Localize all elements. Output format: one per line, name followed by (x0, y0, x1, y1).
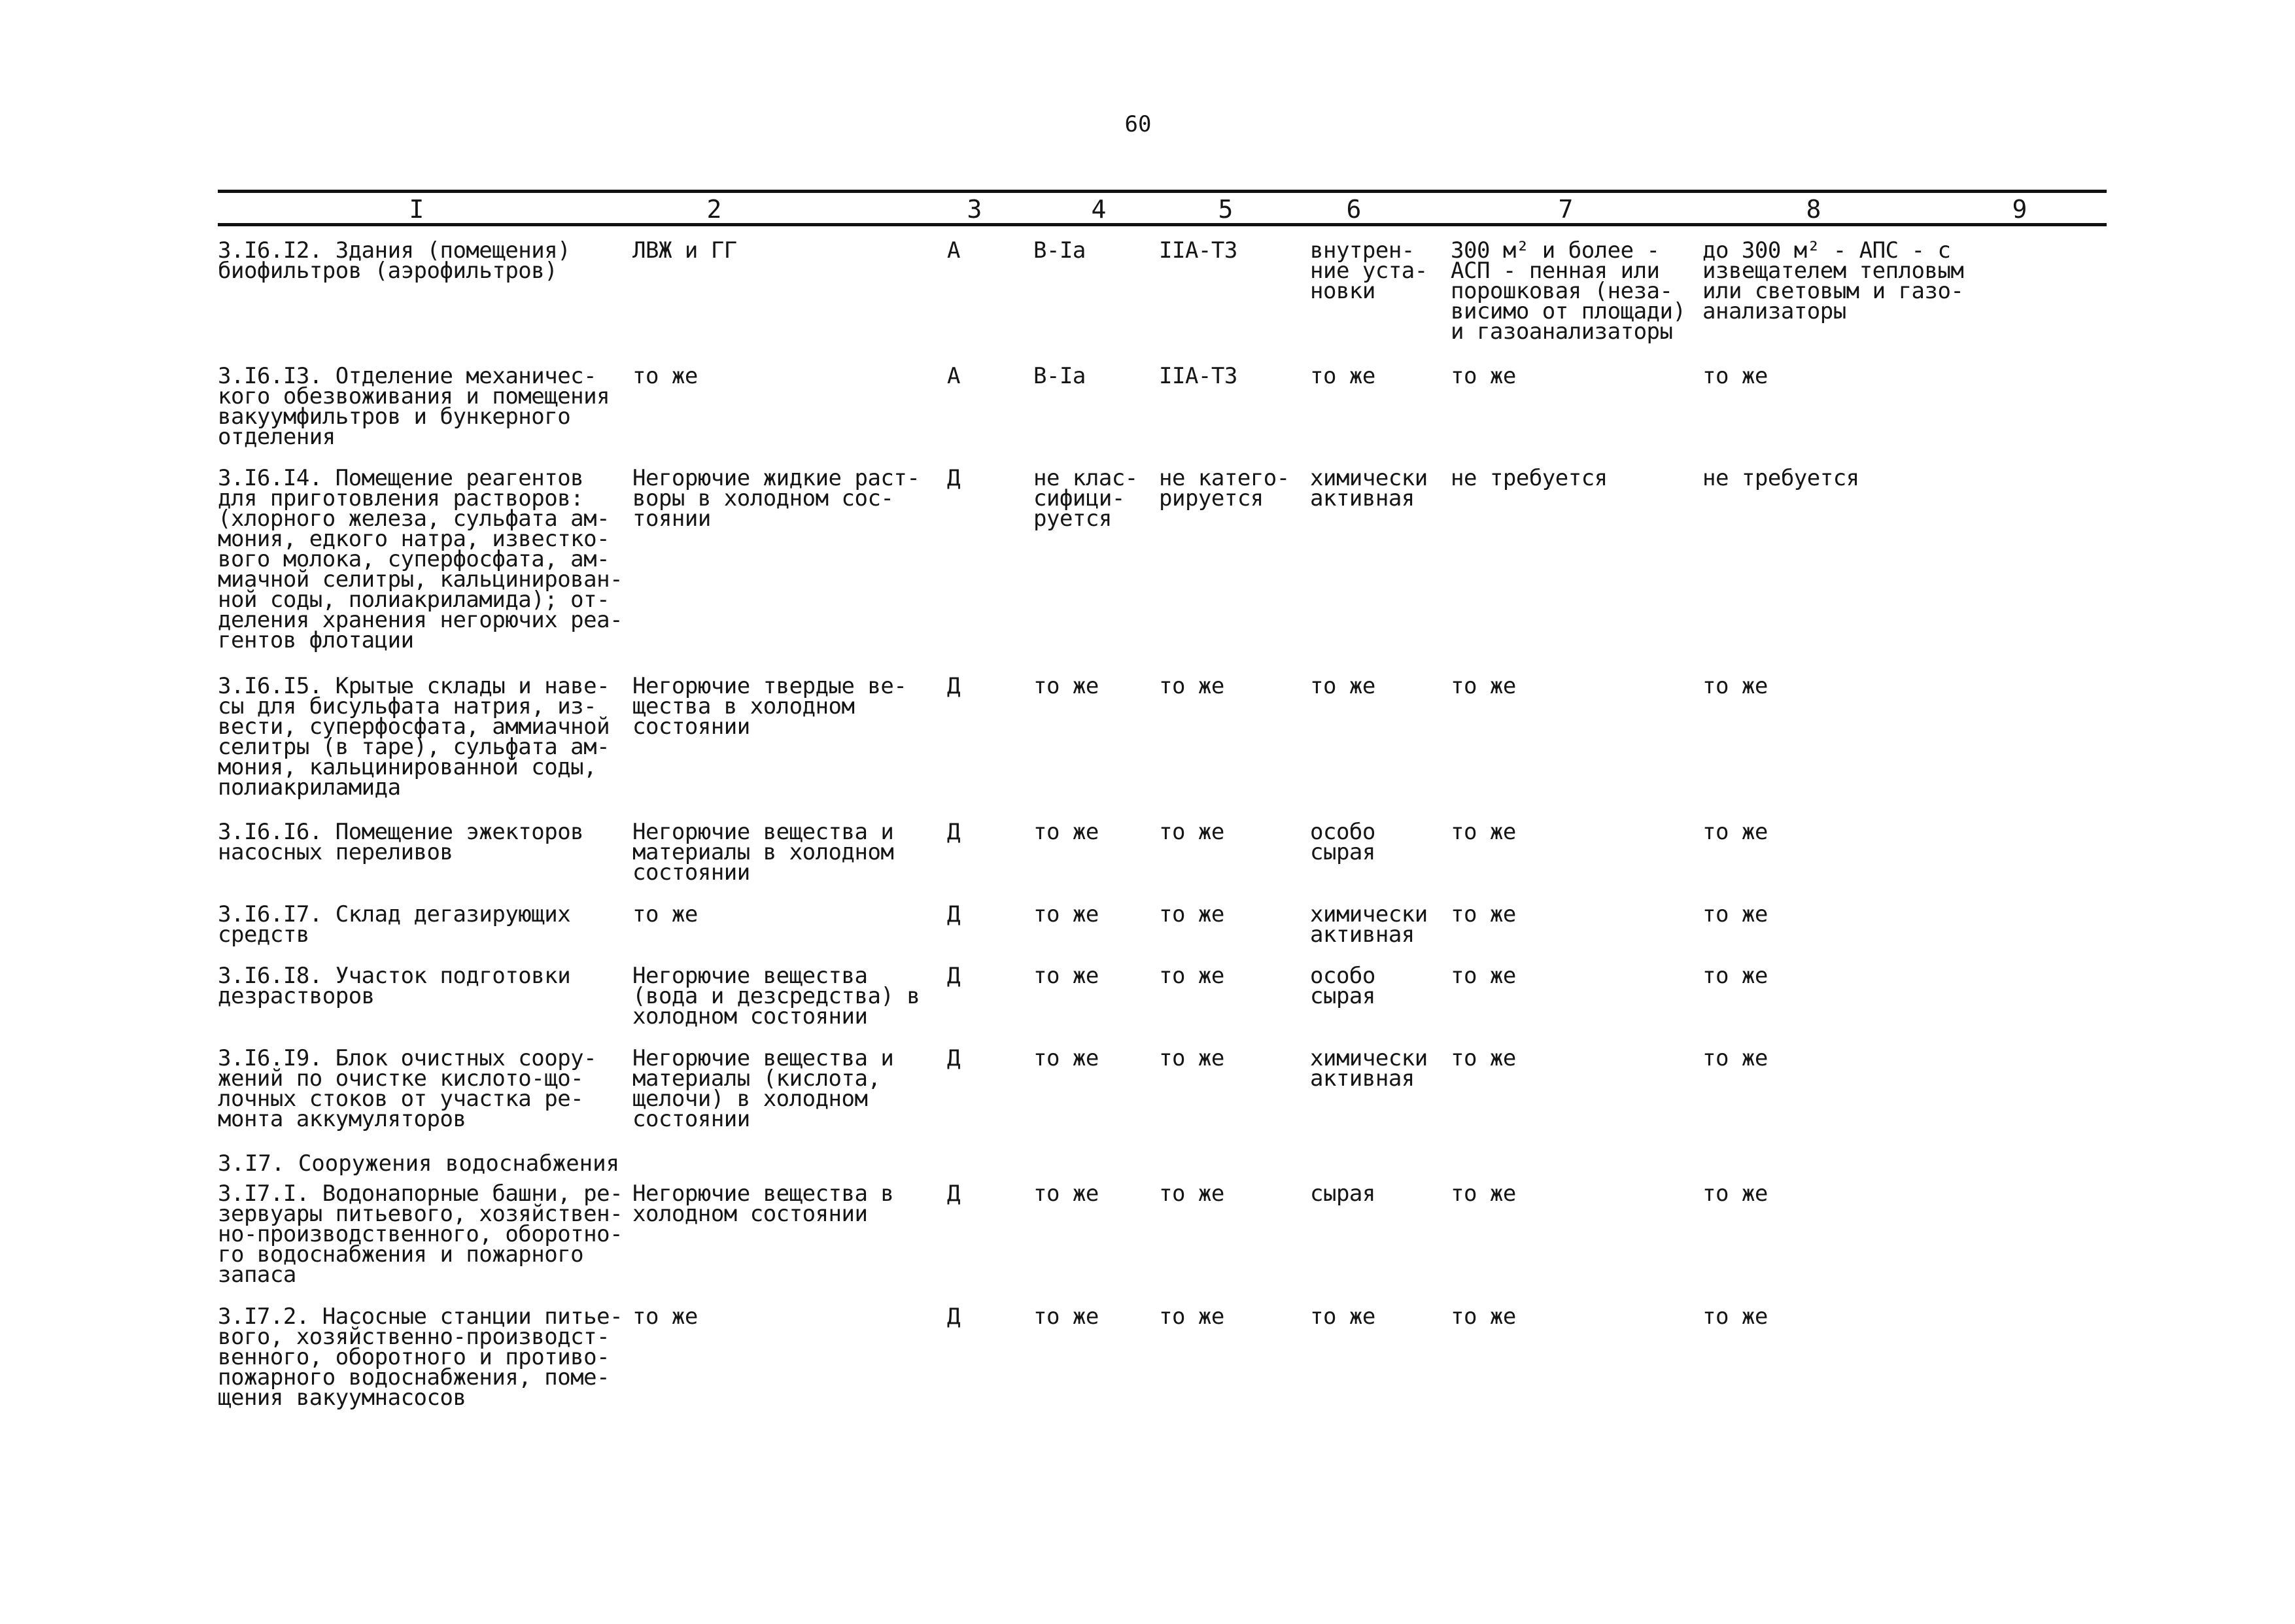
cell-premises: 3.I6.I6. Помещение эжекторов насосных переливов (218, 819, 584, 865)
cell-environment: особо сырая (1310, 819, 1375, 865)
cell-explosion-group: IIА-Т3 (1159, 363, 1237, 389)
cell-category: А (947, 363, 960, 389)
cell-category: Д (947, 963, 960, 989)
cell-environment: химически активная (1310, 901, 1428, 948)
cell-substance: Негорючие вещества и материалы в холодном состоянии (632, 819, 894, 886)
cell-substance: то же (632, 363, 698, 389)
cell-premises: 3.I7.I. Водонапорные башни, ре- зервуары питьевого, хозяйствен- но-производственного, оборотно- го водоснабжения и пожарного запаса (218, 1181, 623, 1288)
table-top-rule (218, 190, 2107, 193)
column-header-6: 6 (1346, 195, 1362, 224)
cell-category: Д (947, 465, 960, 491)
cell-category: Д (947, 1181, 960, 1207)
cell-environment: то же (1310, 673, 1375, 699)
cell-col7: 300 м² и более - АСП - пенная или порошковая (неза- висимо от площади) и газоанализаторы (1451, 237, 1686, 345)
column-header-9: 9 (2012, 195, 2028, 224)
cell-zone-class: то же (1033, 673, 1099, 699)
cell-zone-class: В-Iа (1033, 237, 1086, 264)
cell-substance: Негорючие вещества в холодном состоянии (632, 1181, 894, 1227)
cell-explosion-group: то же (1159, 1045, 1224, 1071)
column-header-7: 7 (1558, 195, 1574, 224)
cell-explosion-group: IIА-Т3 (1159, 237, 1237, 264)
page-number: 60 (1124, 111, 1152, 137)
cell-environment: то же (1310, 363, 1375, 389)
column-header-5: 5 (1218, 195, 1234, 224)
cell-category: Д (947, 1304, 960, 1330)
cell-explosion-group: то же (1159, 1304, 1224, 1330)
cell-col8: то же (1702, 363, 1768, 389)
column-header-2: 2 (706, 195, 722, 224)
column-header-1: I (409, 195, 424, 224)
cell-zone-class: то же (1033, 819, 1099, 845)
cell-substance: Негорючие твердые ве- щества в холодном состоянии (632, 673, 907, 740)
cell-premises: 3.I6.I5. Крытые склады и наве- сы для бисульфата натрия, из- вести, суперфосфата, аммиачной селитры (в таре), сульфата ам- мония, кальцинированной соды, полиакриламида (218, 673, 610, 801)
cell-col8: то же (1702, 819, 1768, 845)
cell-col7: то же (1451, 901, 1516, 927)
cell-zone-class: то же (1033, 1304, 1099, 1330)
cell-environment: сырая (1310, 1181, 1375, 1207)
cell-col8: то же (1702, 1181, 1768, 1207)
cell-zone-class: то же (1033, 901, 1099, 927)
cell-premises: 3.I6.I4. Помещение реагентов для приготовления растворов: (хлорного железа, сульфата ам- мония, едкого натра, известко- вого молока, суперфосфата, ам- миачной селитры, кальцинирован- ной соды, полиакриламида); от- деления хранения негорючих реа- гентов флотации (218, 465, 623, 653)
cell-explosion-group: то же (1159, 963, 1224, 989)
cell-category: Д (947, 901, 960, 927)
cell-substance: Негорючие вещества и материалы (кислота, щелочи) в холодном состоянии (632, 1045, 894, 1132)
cell-environment: особо сырая (1310, 963, 1375, 1009)
cell-zone-class: то же (1033, 1045, 1099, 1071)
cell-environment: химически активная (1310, 1045, 1428, 1092)
cell-substance: Негорючие вещества (вода и дезсредства) в холодном состоянии (632, 963, 920, 1029)
cell-substance: то же (632, 1304, 698, 1330)
cell-col8: до 300 м² - АПС - с извещателем тепловым или световым и газо- анализаторы (1702, 237, 1964, 324)
column-header-4: 4 (1091, 195, 1107, 224)
cell-col7: то же (1451, 1045, 1516, 1071)
cell-col8: не требуется (1702, 465, 1859, 491)
cell-category: Д (947, 1045, 960, 1071)
cell-premises: 3.I6.I7. Склад дегазирующих средств (218, 901, 571, 948)
cell-premises: 3.I6.I2. Здания (помещения) биофильтров (аэрофильтров) (218, 237, 571, 284)
cell-environment: внутрен- ние уста- новки (1310, 237, 1428, 304)
cell-explosion-group: то же (1159, 673, 1224, 699)
cell-explosion-group: не катего- рируется (1159, 465, 1290, 511)
cell-col8: то же (1702, 1304, 1768, 1330)
cell-category: А (947, 237, 960, 264)
cell-zone-class: то же (1033, 1181, 1099, 1207)
cell-col8: то же (1702, 673, 1768, 699)
cell-col7: то же (1451, 1181, 1516, 1207)
cell-col7: то же (1451, 963, 1516, 989)
cell-premises: 3.I6.I3. Отделение механичес- кого обезвоживания и помещения вакуумфильтров и бункерного отделения (218, 363, 610, 450)
cell-col7: то же (1451, 363, 1516, 389)
cell-col8: то же (1702, 963, 1768, 989)
cell-col7: то же (1451, 673, 1516, 699)
cell-zone-class: не клас- сифици- руется (1033, 465, 1138, 532)
cell-premises: 3.I6.I9. Блок очистных соору- жений по очистке кислото-що- лочных стоков от участка ре- монта аккумуляторов (218, 1045, 597, 1132)
cell-col7: не требуется (1451, 465, 1608, 491)
cell-col7: то же (1451, 819, 1516, 845)
cell-premises: 3.I6.I8. Участок подготовки дезрастворов (218, 963, 571, 1009)
cell-zone-class: В-Iа (1033, 363, 1086, 389)
cell-premises: 3.I7.2. Насосные станции питье- вого, хозяйственно-производст- венного, оборотного и противо- пожарного водоснабжения, поме- щения вакуумнасосов (218, 1304, 623, 1411)
cell-col7: то же (1451, 1304, 1516, 1330)
column-header-8: 8 (1806, 195, 1821, 224)
cell-substance: ЛВЖ и ГГ (632, 237, 737, 264)
cell-col8: то же (1702, 1045, 1768, 1071)
cell-explosion-group: то же (1159, 819, 1224, 845)
cell-substance: Негорючие жидкие раст- воры в холодном сос- тоянии (632, 465, 920, 532)
column-header-3: 3 (967, 195, 982, 224)
cell-col8: то же (1702, 901, 1768, 927)
cell-zone-class: то же (1033, 963, 1099, 989)
cell-environment: то же (1310, 1304, 1375, 1330)
section-heading: 3.I7. Сооружения водоснабжения (218, 1150, 620, 1177)
cell-environment: химически активная (1310, 465, 1428, 511)
cell-category: Д (947, 819, 960, 845)
cell-explosion-group: то же (1159, 901, 1224, 927)
cell-substance: то же (632, 901, 698, 927)
cell-explosion-group: то же (1159, 1181, 1224, 1207)
cell-category: Д (947, 673, 960, 699)
